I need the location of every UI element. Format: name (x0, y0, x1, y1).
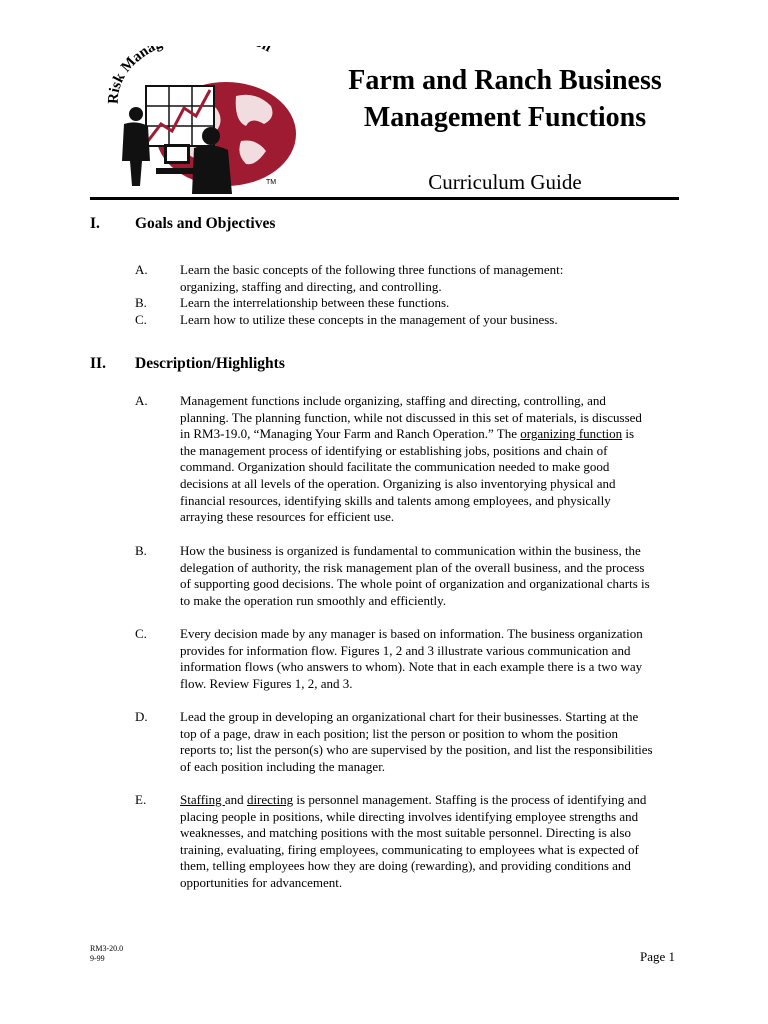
item-line: provides for information flow. Figures 1, 2 and 3 illustrate various communication and (180, 642, 631, 658)
item-line: organizing, staffing and directing, and controlling. (180, 278, 442, 294)
item-line: weaknesses, and matching positions with the most suitable personnel. Directing is also (180, 825, 631, 841)
item-letter: C. (135, 311, 147, 327)
item-line: opportunities for advancement. (180, 874, 343, 890)
item-line: command. Organization should facilitate the communication needed to make good (180, 459, 610, 475)
risk-management-education-logo (106, 46, 306, 196)
objective-item (90, 262, 680, 295)
item-line: delegation of authority, the risk management plan of the overall business, and the process (180, 559, 645, 575)
staffing-term: Staffing (180, 792, 225, 807)
item-line: decisions at all levels of the operation. Organizing is also inventorying physical and (180, 475, 616, 491)
title-line-1: Farm and Ranch Business (348, 65, 662, 96)
item-line: information flows (who answers to whom). Note that in each example there is a two way (180, 659, 643, 675)
document-code-number: RM3-20.0 (90, 944, 124, 953)
item-line: Management functions include organizing, staffing and directing, controlling, and (180, 393, 606, 408)
item-line: Staffing and directing is personnel management. Staffing is the process of identifying and (180, 792, 647, 807)
item-line: flow. Review Figures 1, 2, and 3. (180, 675, 353, 691)
item-letter: B. (135, 295, 147, 311)
trademark-mark: TM (266, 179, 277, 186)
item-line: in RM3-19.0, “Managing Your Farm and Ranch Operation.” The organizing function is (180, 426, 635, 442)
highlight-item-d (90, 709, 680, 775)
item-line: Every decision made by any manager is based on information. The business organization (180, 626, 643, 641)
item-letter: E. (135, 792, 147, 807)
document-date: 9-99 (90, 954, 105, 963)
item-line: placing people in positions, while directing involves identifying employee strengths and (180, 808, 639, 824)
highlight-item-c (90, 626, 680, 692)
document-subtitle: Curriculum Guide (428, 170, 582, 194)
item-letter: A. (135, 393, 148, 408)
item-line: to make the operation run smoothly and efficiently. (180, 592, 447, 608)
title-line-2: Management Functions (363, 102, 647, 133)
logo-graphic (106, 46, 306, 196)
document-title (320, 62, 690, 136)
logo-arc-text: Risk Mana n (106, 46, 275, 105)
item-line: Learn the interrelationship between these functions. (180, 295, 450, 311)
item-line: Lead the group in developing an organizational chart for their businesses. Starting at the (180, 709, 639, 724)
item-line: arraying these resources for efficient use. (180, 509, 395, 525)
highlight-item-b (90, 543, 680, 609)
item-line: How the business is organized is fundamental to communication within the business, the (180, 543, 641, 558)
item-line: reports to; list the person(s) who are supervised by the position, and list the responsibilities (180, 742, 653, 758)
item-line: of each position including the manager. (180, 758, 386, 774)
item-line: them, telling employees how they are doing (rewarding), and providing conditions and (180, 858, 631, 874)
item-letter: B. (135, 543, 147, 558)
item-letter: A. (135, 262, 148, 277)
item-line: Learn the basic concepts of the following three functions of management: (180, 262, 564, 277)
objective-item (90, 295, 680, 312)
document-code (90, 944, 123, 964)
section-2-title: Description/Highlights (135, 355, 285, 372)
item-line: training, evaluating, firing employees, communicating to employees what is expected of (180, 841, 639, 857)
item-letter: D. (135, 709, 148, 724)
page-number: Page 1 (640, 949, 676, 964)
item-line: of supporting good decisions. The whole point of organization and organizational charts is (180, 576, 650, 592)
highlight-item-a (90, 393, 680, 526)
objective-item (90, 312, 680, 329)
section-1-items (90, 262, 680, 328)
item-line: Learn how to utilize these concepts in the management of your business. (180, 311, 558, 327)
item-line: planning. The planning function, while not discussed in this set of materials, is discussed (180, 409, 642, 425)
item-line: top of a page, draw in each position; list the person or position to whom the position (180, 725, 618, 741)
directing-term: directing (246, 792, 294, 807)
item-line: financial resources, identifying skills and talents among employees, and physically (180, 492, 611, 508)
item-letter: C. (135, 626, 147, 641)
section-1-title: Goals and Objectives (135, 215, 276, 232)
item-line: the management process of identifying or establishing jobs, positions and chain of (180, 442, 608, 458)
section-2-number: II. (90, 355, 106, 372)
section-1-number: I. (90, 215, 100, 232)
highlight-item-e (90, 792, 680, 892)
organizing-function-term: organizing function (520, 426, 623, 442)
header-rule (90, 197, 679, 200)
